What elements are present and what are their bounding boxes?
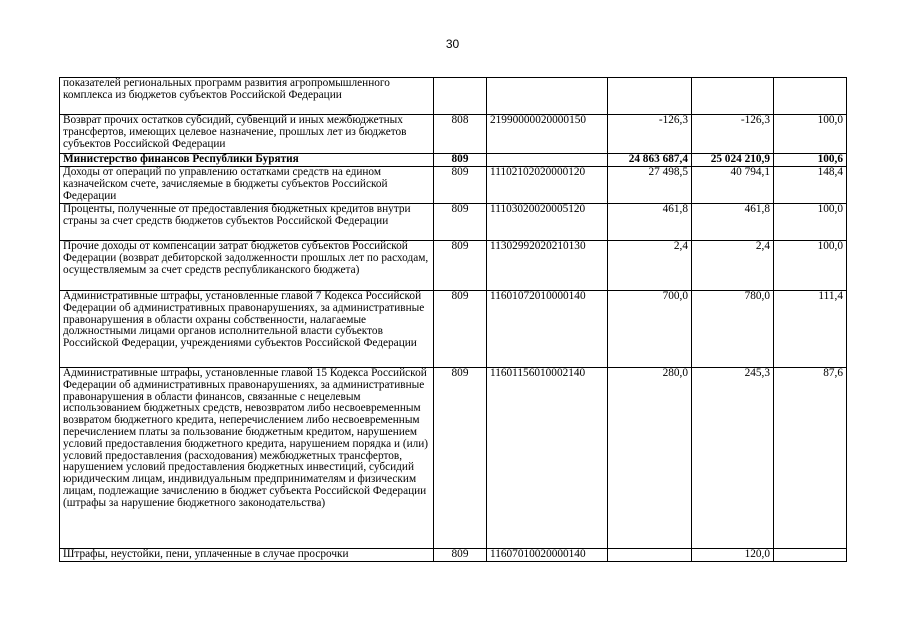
percent-cell: 100,0 (774, 241, 847, 291)
actual-amount-cell: 40 794,1 (692, 167, 774, 204)
revenue-name-cell: показателей региональных программ развития агропромышленного комплекса из бюджетов субъектов Российской Федерации (60, 78, 434, 115)
plan-amount-cell: 461,8 (608, 204, 692, 241)
plan-amount-cell (608, 549, 692, 562)
kbk-code-cell (487, 154, 608, 167)
plan-amount-cell: 24 863 687,4 (608, 154, 692, 167)
kbk-code-cell: 11103020020005120 (487, 204, 608, 241)
admin-code-cell: 809 (434, 154, 487, 167)
plan-amount-cell: 700,0 (608, 291, 692, 368)
kbk-code-cell: 11601156010002140 (487, 368, 608, 549)
percent-cell: 87,6 (774, 368, 847, 549)
actual-amount-cell: 120,0 (692, 549, 774, 562)
kbk-code-cell: 11601072010000140 (487, 291, 608, 368)
plan-amount-cell: 280,0 (608, 368, 692, 549)
revenue-name-cell: Административные штрафы, установленные главой 7 Кодекса Российской Федерации об административных правонарушениях, за административные правонарушения в области охраны собственности, налагаемые должностными лицами органов исполнительной власти субъектов Российской Федерации, учреждениями субъектов Российской Федерации (60, 291, 434, 368)
admin-code-cell: 808 (434, 115, 487, 154)
revenue-table (59, 77, 847, 562)
table-row (60, 549, 847, 562)
plan-amount-cell (608, 78, 692, 115)
table-row (60, 115, 847, 154)
actual-amount-cell (692, 78, 774, 115)
table-body (60, 78, 847, 562)
percent-cell: 148,4 (774, 167, 847, 204)
actual-amount-cell: 780,0 (692, 291, 774, 368)
admin-code-cell: 809 (434, 167, 487, 204)
kbk-code-cell: 11102102020000120 (487, 167, 608, 204)
admin-code-cell: 809 (434, 549, 487, 562)
revenue-name-cell: Возврат прочих остатков субсидий, субвенций и иных межбюджетных трансфертов, имеющих целевое назначение, прошлых лет из бюджетов субъектов Российской Федерации (60, 115, 434, 154)
percent-cell: 100,0 (774, 115, 847, 154)
revenue-name-cell: Министерство финансов Республики Бурятия (60, 154, 434, 167)
page-number: 30 (445, 37, 460, 51)
percent-cell (774, 78, 847, 115)
percent-cell: 111,4 (774, 291, 847, 368)
kbk-code-cell: 11607010020000140 (487, 549, 608, 562)
admin-code-cell: 809 (434, 204, 487, 241)
actual-amount-cell: 461,8 (692, 204, 774, 241)
actual-amount-cell: 245,3 (692, 368, 774, 549)
revenue-name-cell: Штрафы, неустойки, пени, уплаченные в случае просрочки (60, 549, 434, 562)
revenue-name-cell: Проценты, полученные от предоставления бюджетных кредитов внутри страны за счет средств бюджетов субъектов Российской Федерации (60, 204, 434, 241)
actual-amount-cell: 25 024 210,9 (692, 154, 774, 167)
percent-cell (774, 549, 847, 562)
revenue-name-cell: Прочие доходы от компенсации затрат бюджетов субъектов Российской Федерации (возврат дебиторской задолженности прошлых лет по расходам, осуществляемым за счет средств республиканского бюджета) (60, 241, 434, 291)
table-row (60, 368, 847, 549)
table-row-total (60, 154, 847, 167)
table-row (60, 167, 847, 204)
kbk-code-cell: 11302992020210130 (487, 241, 608, 291)
actual-amount-cell: -126,3 (692, 115, 774, 154)
plan-amount-cell: 27 498,5 (608, 167, 692, 204)
table-row (60, 241, 847, 291)
percent-cell: 100,0 (774, 204, 847, 241)
kbk-code-cell: 21990000020000150 (487, 115, 608, 154)
admin-code-cell: 809 (434, 291, 487, 368)
admin-code-cell: 809 (434, 241, 487, 291)
kbk-code-cell (487, 78, 608, 115)
table-row (60, 291, 847, 368)
admin-code-cell: 809 (434, 368, 487, 549)
plan-amount-cell: -126,3 (608, 115, 692, 154)
table-row (60, 204, 847, 241)
revenue-name-cell: Административные штрафы, установленные главой 15 Кодекса Российской Федерации об административных правонарушениях, за административные правонарушения в области финансов, связанные с нецелевым использованием бюджетных средств, невозвратом либо несвоевременным возвратом бюджетного кредита, неперечислением либо несвоевременным перечислением платы за пользование бюджетным кредитом, нарушением условий предоставления бюджетного кредита, нарушением порядка и (или) условий предоставления (расходования) межбюджетных трансфертов, нарушением условий предоставления бюджетных инвестиций, субсидий юридическим лицам, индивидуальным предпринимателям и физическим лицам, подлежащие зачислению в бюджет субъекта Российской Федерации (штрафы за нарушение бюджетного законодательства) (60, 368, 434, 549)
admin-code-cell (434, 78, 487, 115)
actual-amount-cell: 2,4 (692, 241, 774, 291)
revenue-name-cell: Доходы от операций по управлению остатками средств на едином казначейском счете, зачисляемые в бюджеты субъектов Российской Федерации (60, 167, 434, 204)
percent-cell: 100,6 (774, 154, 847, 167)
plan-amount-cell: 2,4 (608, 241, 692, 291)
table-row (60, 78, 847, 115)
